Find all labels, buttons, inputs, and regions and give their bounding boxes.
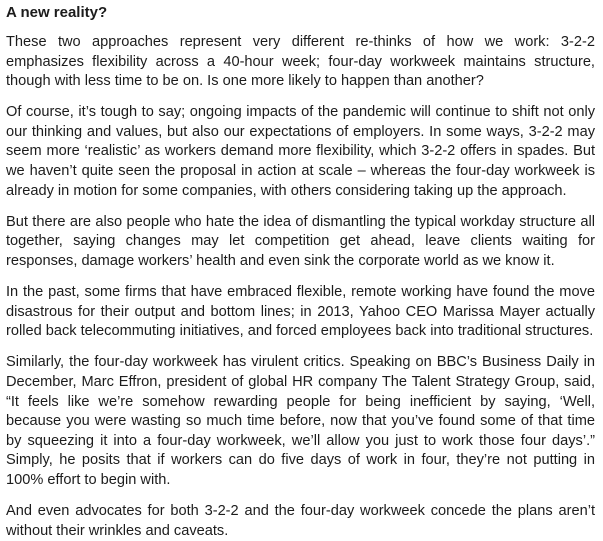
paragraph-approaches: These two approaches represent very different re-thinks of how we work: 3-2-2 emphasizes flexibility across a 40-hour week; four-day workweek maintains structure, though with less time to be on. Is one more likely to happen than another?: [6, 34, 595, 90]
paragraph-past-firms: In the past, some firms that have embraced flexible, remote working have found the move disastrous for their output and bottom lines; in 2013, Yahoo CEO Marissa Mayer actually rolled back telecommuting initiatives, and forced employees back into traditional structures.: [6, 284, 595, 340]
section-heading: A new reality?: [6, 4, 108, 21]
paragraph-four-day-critics: Similarly, the four-day workweek has virulent critics. Speaking on BBC’s Business Daily in December, Marc Effron, president of global HR company The Talent Strategy Group, said, “It feels like we’re somehow rewarding people for being inefficient by saying, ‘Well, because you were wasting so much time before, now that you’ve found some of that time by squeezing it into a four-day workweek, we’ll allow you just to work those four days’.” Simply, he posits that if workers can do five days of work in four, they’re not putting in 100% effort to begin with.: [6, 354, 595, 488]
paragraph-tough-to-say: Of course, it’s tough to say; ongoing impacts of the pandemic will continue to shift not only our thinking and values, but also our expectations of employers. In some ways, 3-2-2 may seem more ‘realistic’ as workers demand more flexibility, which 3-2-2 offers in spades. But we haven’t quite seen the proposal in action at scale – whereas the four-day workweek is already in motion for some companies, with others considering taking up the approach.: [6, 104, 595, 199]
paragraph-critics-structure: But there are also people who hate the idea of dismantling the typical workday structure all together, saying changes may let competition get ahead, leave clients waiting for responses, damage workers’ health and even sink the corporate world as we know it.: [6, 213, 595, 269]
paragraph-advocates: And even advocates for both 3-2-2 and the four-day workweek concede the plans aren’t without their wrinkles and caveats.: [6, 502, 595, 539]
